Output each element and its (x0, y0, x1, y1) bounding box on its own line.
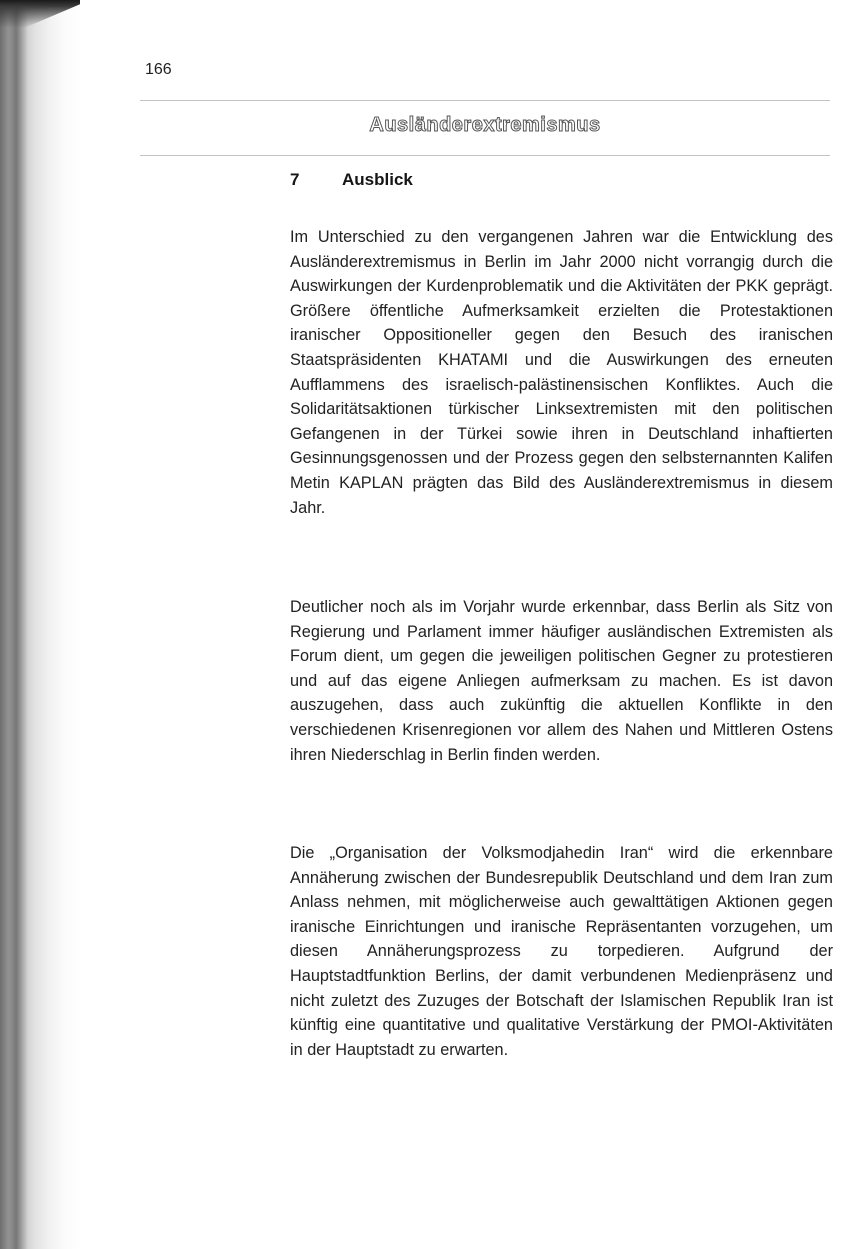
header-rule-bottom (140, 155, 830, 156)
binding-crease (8, 0, 28, 1249)
section-number: 7 (290, 170, 300, 189)
paragraph: Im Unterschied zu den vergangenen Jahren war die Entwicklung des Ausländerextremismus in Berlin im Jahr 2000 nicht vorrangig durch die Auswirkungen der Kurdenproblematik und die Aktivitäten der PKK geprägt. Größere öffentliche Aufmerksamkeit erzielten die Protestaktionen iranischer Oppositioneller gegen den Besuch des iranischen Staatspräsidenten KHATAMI und die Auswirkungen des erneuten Aufflammens des israelisch-palästinensischen Konfliktes. Auch die Solidaritätsaktionen türkischer Linksextremisten mit den politischen Gefangenen in der Türkei sowie ihren in Deutschland inhaftierten Gesinnungsgenossen und der Prozess gegen den selbsternannten Kalifen Metin KAPLAN prägten das Bild des Ausländerextremismus in diesem Jahr. (290, 228, 833, 517)
paragraph: Deutlicher noch als im Vorjahr wurde erkennbar, dass Berlin als Sitz von Regierung und Parlament immer häufiger ausländischen Extremisten als Forum dient, um gegen die jeweiligen politischen Gegner zu protestieren und auf das eigene Anliegen aufmerksam zu machen. Es ist davon auszugehen, dass auch zukünftig die aktuellen Konflikte in den verschiedenen Krisenregionen vor allem des Nahen und Mittleren Ostens ihren Niederschlag in Berlin finden werden. (290, 598, 833, 764)
section-title: Ausblick (342, 170, 413, 189)
page-number: 166 (145, 61, 172, 78)
paragraph: Die „Organisation der Volksmodjahedin Iran“ wird die erkennbare Annäherung zwischen der Bundesrepublik Deutschland und dem Iran zum Anlass nehmen, mit möglicherweise auch gewalttätigen Aktionen gegen iranische Einrichtungen und iranische Repräsentanten vorzugehen, um diesen Annäherungsprozess zu torpedieren. Aufgrund der Hauptstadtfunktion Berlins, der damit verbundenen Medienpräsenz und nicht zuletzt des Zuzuges der Botschaft der Islamischen Republik Iran ist künftig eine quantitative und qualitative Verstärkung der PMOI-Aktivitäten in der Hauptstadt zu erwarten. (290, 844, 833, 1059)
running-title: Ausländerextremismus (369, 114, 601, 136)
section-heading (290, 170, 413, 190)
header-rule-top (140, 100, 830, 101)
